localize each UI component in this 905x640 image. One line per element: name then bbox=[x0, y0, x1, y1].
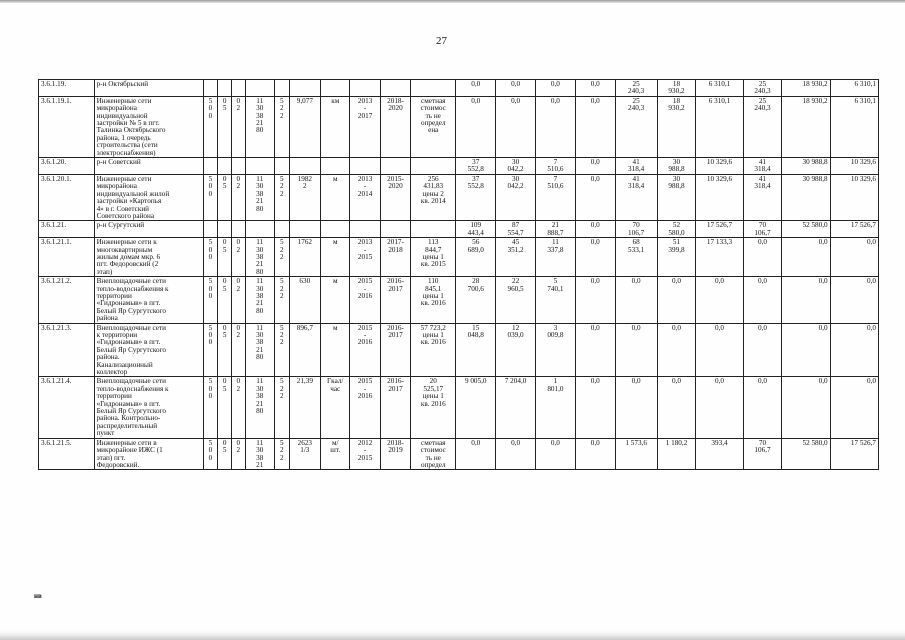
cell-total-b: 41 318,4 bbox=[615, 174, 657, 220]
cell-estimate: сметная стоимос ть не определ bbox=[411, 438, 456, 470]
cell-unit: м/ шт. bbox=[321, 438, 350, 470]
cell-fed-c: 0,0 bbox=[782, 238, 830, 277]
cell-reg-a: 0,0 bbox=[535, 438, 575, 470]
cell-total-c: 41 318,4 bbox=[743, 158, 782, 175]
cell-years-build bbox=[380, 158, 410, 175]
cell-total-b: 1 573,6 bbox=[615, 438, 657, 470]
cell-el2: 5 2 2 bbox=[274, 96, 289, 157]
cell-reg-a: 11 337,8 bbox=[535, 238, 575, 277]
cell-ms: 0 2 bbox=[231, 238, 245, 277]
cell-mun-a: 0,0 bbox=[575, 96, 615, 157]
cell-total-a: 0,0 bbox=[456, 80, 496, 97]
cell-reg-a: 7 510,6 bbox=[535, 174, 575, 220]
cell-ms: 0 2 bbox=[231, 277, 245, 323]
cell-years-build bbox=[380, 80, 410, 97]
cell-total-c: 0,0 bbox=[743, 238, 782, 277]
cell-years-design bbox=[350, 221, 380, 238]
cell-sub bbox=[218, 80, 232, 97]
cell-mun-a: 0,0 bbox=[575, 221, 615, 238]
cell-fed-c: 30 988,8 bbox=[782, 174, 830, 220]
cell-reg-a: 7 510,6 bbox=[535, 158, 575, 175]
cell-ms: 0 2 bbox=[231, 174, 245, 220]
cell-total-c: 0,0 bbox=[743, 277, 782, 323]
cell-years-design: 2013 - 2015 bbox=[350, 238, 380, 277]
cell-unit bbox=[321, 221, 350, 238]
cell-gp bbox=[203, 158, 218, 175]
cell-total-a: 56 689,0 bbox=[456, 238, 496, 277]
cell-fed-a: 22 960,5 bbox=[496, 277, 536, 323]
cell-gp bbox=[203, 221, 218, 238]
cell-reg-c: 0,0 bbox=[830, 377, 878, 438]
cell-fed-b: 18 930,2 bbox=[657, 80, 696, 97]
cell-years-build: 2018- 2020 bbox=[380, 96, 410, 157]
cell-years-build: 2016- 2017 bbox=[380, 377, 410, 438]
cell-fed-b: 0,0 bbox=[657, 277, 696, 323]
cell-code: 3.6.1.19. bbox=[39, 80, 95, 97]
cell-total-a: 9 005,0 bbox=[456, 377, 496, 438]
cell-total-b: 0,0 bbox=[615, 277, 657, 323]
cell-code: 3.6.1.19.1. bbox=[39, 96, 95, 157]
table-body bbox=[39, 80, 879, 470]
cell-reg-b: 393,4 bbox=[696, 438, 743, 470]
cell-capacity bbox=[289, 80, 320, 97]
cell-fed-c: 18 930,2 bbox=[782, 80, 830, 97]
cell-total-b: 0,0 bbox=[615, 323, 657, 377]
footer-mark: нв bbox=[34, 592, 42, 600]
cell-total-c: 70 106,7 bbox=[743, 221, 782, 238]
cell-reg-c: 0,0 bbox=[830, 238, 878, 277]
scan-bottom-edge bbox=[0, 630, 905, 640]
district-subtotal-row bbox=[39, 158, 879, 175]
cell-ms: 0 2 bbox=[231, 96, 245, 157]
cell-el1: 11 30 38 21 80 bbox=[245, 377, 274, 438]
cell-gp: 5 0 0 bbox=[203, 277, 218, 323]
cell-capacity: 21,39 bbox=[289, 377, 320, 438]
cell-years-build: 2016- 2017 bbox=[380, 277, 410, 323]
cell-sub: 0 5 bbox=[218, 238, 232, 277]
cell-desc: Внеплощадочные сети к территории «Гидронамыв» в пгт. Белый Яр Сургутского района. Канализационный коллектор bbox=[94, 323, 203, 377]
cell-code: 3.6.1.21.4. bbox=[39, 377, 95, 438]
cell-total-a: 0,0 bbox=[456, 438, 496, 470]
cell-gp: 5 0 0 bbox=[203, 174, 218, 220]
cell-fed-a: 30 042,2 bbox=[496, 158, 536, 175]
cell-el2: 5 2 2 bbox=[274, 323, 289, 377]
cell-total-b: 25 240,3 bbox=[615, 96, 657, 157]
cell-estimate bbox=[411, 221, 456, 238]
cell-ms: 0 2 bbox=[231, 438, 245, 470]
project-row bbox=[39, 438, 879, 470]
cell-reg-b: 0,0 bbox=[696, 277, 743, 323]
cell-years-build: 2015- 2020 bbox=[380, 174, 410, 220]
page-number: 27 bbox=[436, 35, 447, 47]
cell-fed-c: 18 930,2 bbox=[782, 96, 830, 157]
cell-el2: 5 2 2 bbox=[274, 377, 289, 438]
cell-el1: 11 30 38 21 bbox=[245, 438, 274, 470]
cell-unit bbox=[321, 158, 350, 175]
cell-estimate: 20 525,17 цены 1 кв. 2016 bbox=[411, 377, 456, 438]
cell-sub bbox=[218, 158, 232, 175]
cell-fed-c: 52 580,0 bbox=[782, 221, 830, 238]
cell-mun-a: 0,0 bbox=[575, 80, 615, 97]
cell-fed-a: 45 351,2 bbox=[496, 238, 536, 277]
cell-desc: р-н Советский bbox=[94, 158, 203, 175]
cell-capacity bbox=[289, 221, 320, 238]
cell-sub: 0 5 bbox=[218, 323, 232, 377]
project-row bbox=[39, 174, 879, 220]
cell-fed-b: 30 988,8 bbox=[657, 174, 696, 220]
project-row bbox=[39, 96, 879, 157]
cell-fed-a: 30 042,2 bbox=[496, 174, 536, 220]
cell-mun-a: 0,0 bbox=[575, 158, 615, 175]
project-row bbox=[39, 323, 879, 377]
cell-fed-b: 30 988,8 bbox=[657, 158, 696, 175]
cell-reg-c: 10 329,6 bbox=[830, 158, 878, 175]
cell-code: 3.6.1.21.5. bbox=[39, 438, 95, 470]
cell-capacity: 9,077 bbox=[289, 96, 320, 157]
cell-capacity: 2623 1/3 bbox=[289, 438, 320, 470]
cell-total-c: 25 240,3 bbox=[743, 96, 782, 157]
cell-fed-c: 0,0 bbox=[782, 277, 830, 323]
cell-sub: 0 5 bbox=[218, 96, 232, 157]
cell-ms bbox=[231, 158, 245, 175]
cell-capacity: 1762 bbox=[289, 238, 320, 277]
cell-mun-a: 0,0 bbox=[575, 377, 615, 438]
cell-fed-a: 7 204,0 bbox=[496, 377, 536, 438]
cell-el2 bbox=[274, 158, 289, 175]
cell-years-design: 2015 - 2016 bbox=[350, 377, 380, 438]
cell-reg-c: 17 526,7 bbox=[830, 221, 878, 238]
cell-desc: р-н Октябрьский bbox=[94, 80, 203, 97]
cell-mun-a: 0,0 bbox=[575, 174, 615, 220]
cell-desc: Инженерные сети микрорайона индивидуальной жилой застройки «Картопья 4» в г. Советский Советского района bbox=[94, 174, 203, 220]
cell-code: 3.6.1.21.3. bbox=[39, 323, 95, 377]
cell-code: 3.6.1.20. bbox=[39, 158, 95, 175]
cell-total-c: 41 318,4 bbox=[743, 174, 782, 220]
cell-total-a: 15 048,8 bbox=[456, 323, 496, 377]
cell-fed-b: 1 180,2 bbox=[657, 438, 696, 470]
cell-reg-b: 0,0 bbox=[696, 377, 743, 438]
project-row bbox=[39, 377, 879, 438]
cell-estimate bbox=[411, 158, 456, 175]
cell-reg-a: 1 801,0 bbox=[535, 377, 575, 438]
cell-sub: 0 5 bbox=[218, 377, 232, 438]
cell-fed-a: 0,0 bbox=[496, 80, 536, 97]
scan-top-edge bbox=[0, 0, 905, 3]
cell-unit: м bbox=[321, 238, 350, 277]
cell-reg-c: 0,0 bbox=[830, 277, 878, 323]
cell-total-c: 0,0 bbox=[743, 377, 782, 438]
cell-total-c: 70 106,7 bbox=[743, 438, 782, 470]
cell-reg-c: 6 310,1 bbox=[830, 96, 878, 157]
cell-fed-b: 18 930,2 bbox=[657, 96, 696, 157]
cell-unit: км bbox=[321, 96, 350, 157]
cell-years-design: 2015 - 2016 bbox=[350, 277, 380, 323]
cell-years-build: 2017- 2018 bbox=[380, 238, 410, 277]
cell-estimate: 57 723,2 цены 1 кв. 2016 bbox=[411, 323, 456, 377]
cell-code: 3.6.1.21. bbox=[39, 221, 95, 238]
cell-total-b: 0,0 bbox=[615, 377, 657, 438]
cell-estimate: 113 844,7 цены 1 кв. 2015 bbox=[411, 238, 456, 277]
cell-fed-a: 0,0 bbox=[496, 96, 536, 157]
cell-desc: р-н Сургутский bbox=[94, 221, 203, 238]
cell-el1: 11 30 38 21 80 bbox=[245, 174, 274, 220]
cell-gp: 5 0 0 bbox=[203, 238, 218, 277]
cell-total-b: 41 318,4 bbox=[615, 158, 657, 175]
cell-years-design: 2015 - 2016 bbox=[350, 323, 380, 377]
cell-gp: 5 0 0 bbox=[203, 323, 218, 377]
cell-years-build: 2018- 2019 bbox=[380, 438, 410, 470]
cell-ms: 0 2 bbox=[231, 377, 245, 438]
cell-years-design bbox=[350, 80, 380, 97]
cell-el2 bbox=[274, 221, 289, 238]
cell-fed-c: 52 580,0 bbox=[782, 438, 830, 470]
cell-reg-c: 10 329,6 bbox=[830, 174, 878, 220]
cell-code: 3.6.1.20.1. bbox=[39, 174, 95, 220]
cell-el1 bbox=[245, 158, 274, 175]
cell-reg-b: 0,0 bbox=[696, 323, 743, 377]
cell-fed-c: 30 988,8 bbox=[782, 158, 830, 175]
cell-el1 bbox=[245, 221, 274, 238]
cell-total-c: 0,0 bbox=[743, 323, 782, 377]
cell-reg-a: 21 888,7 bbox=[535, 221, 575, 238]
cell-el1: 11 30 38 21 80 bbox=[245, 323, 274, 377]
cell-mun-a: 0,0 bbox=[575, 238, 615, 277]
cell-total-a: 109 443,4 bbox=[456, 221, 496, 238]
cell-reg-b: 10 329,6 bbox=[696, 174, 743, 220]
cell-sub: 0 5 bbox=[218, 438, 232, 470]
cell-el2: 5 2 2 bbox=[274, 174, 289, 220]
cell-ms bbox=[231, 80, 245, 97]
cell-ms: 0 2 bbox=[231, 323, 245, 377]
cell-el1: 11 30 38 21 80 bbox=[245, 238, 274, 277]
cell-desc: Внеплощадочные сети тепло-водоснабжения к территории «Гидронамыв» в пгт. Белый Яр Сургутского района. Контрольно- распределительный пункт bbox=[94, 377, 203, 438]
budget-table bbox=[38, 79, 879, 470]
cell-unit: м bbox=[321, 174, 350, 220]
cell-fed-b: 0,0 bbox=[657, 323, 696, 377]
cell-reg-a: 0,0 bbox=[535, 80, 575, 97]
cell-total-c: 25 240,3 bbox=[743, 80, 782, 97]
cell-capacity bbox=[289, 158, 320, 175]
cell-years-design: 2013 - 2014 bbox=[350, 174, 380, 220]
project-row bbox=[39, 277, 879, 323]
district-subtotal-row bbox=[39, 80, 879, 97]
cell-unit: м bbox=[321, 323, 350, 377]
cell-el1 bbox=[245, 80, 274, 97]
cell-unit bbox=[321, 80, 350, 97]
cell-total-a: 37 552,8 bbox=[456, 158, 496, 175]
cell-estimate bbox=[411, 80, 456, 97]
cell-sub: 0 5 bbox=[218, 174, 232, 220]
cell-fed-b: 51 399,8 bbox=[657, 238, 696, 277]
cell-reg-b: 17 133,3 bbox=[696, 238, 743, 277]
cell-el2: 5 2 2 bbox=[274, 238, 289, 277]
cell-unit: Гкал/ час bbox=[321, 377, 350, 438]
cell-estimate: 110 845,1 цены 1 кв. 2016 bbox=[411, 277, 456, 323]
cell-fed-a: 12 039,0 bbox=[496, 323, 536, 377]
cell-gp: 5 0 0 bbox=[203, 377, 218, 438]
cell-unit: м bbox=[321, 277, 350, 323]
cell-capacity: 1982 2 bbox=[289, 174, 320, 220]
cell-el2: 5 2 2 bbox=[274, 277, 289, 323]
cell-desc: Внеплощадочные сети тепло-водоснабжения к территории «Гидронамыв» в пгт. Белый Яр Сургутского района bbox=[94, 277, 203, 323]
cell-fed-b: 52 580,0 bbox=[657, 221, 696, 238]
cell-fed-a: 87 554,7 bbox=[496, 221, 536, 238]
cell-reg-b: 6 310,1 bbox=[696, 80, 743, 97]
cell-years-design: 2013 - 2017 bbox=[350, 96, 380, 157]
cell-desc: Инженерные сети в микрорайоне ИЖС (1 этап) пгт. Федоровский. bbox=[94, 438, 203, 470]
cell-sub: 0 5 bbox=[218, 277, 232, 323]
cell-reg-b: 6 310,1 bbox=[696, 96, 743, 157]
cell-gp: 5 0 0 bbox=[203, 438, 218, 470]
cell-total-b: 70 106,7 bbox=[615, 221, 657, 238]
cell-sub bbox=[218, 221, 232, 238]
cell-years-build: 2016- 2017 bbox=[380, 323, 410, 377]
cell-years-design bbox=[350, 158, 380, 175]
cell-gp bbox=[203, 80, 218, 97]
cell-years-design: 2012 - 2015 bbox=[350, 438, 380, 470]
cell-total-a: 28 700,6 bbox=[456, 277, 496, 323]
cell-reg-a: 0,0 bbox=[535, 96, 575, 157]
cell-fed-c: 0,0 bbox=[782, 377, 830, 438]
cell-capacity: 896,7 bbox=[289, 323, 320, 377]
cell-reg-b: 10 329,6 bbox=[696, 158, 743, 175]
cell-code: 3.6.1.21.2. bbox=[39, 277, 95, 323]
cell-reg-a: 5 740,1 bbox=[535, 277, 575, 323]
cell-el2 bbox=[274, 80, 289, 97]
cell-fed-b: 0,0 bbox=[657, 377, 696, 438]
cell-el2: 5 2 2 bbox=[274, 438, 289, 470]
cell-reg-c: 6 310,1 bbox=[830, 80, 878, 97]
cell-desc: Инженерные сети к многоквартирным жилым домам мкр. 6 пгт. Федоровский (2 этап) bbox=[94, 238, 203, 277]
cell-total-b: 68 533,1 bbox=[615, 238, 657, 277]
cell-el1: 11 30 38 21 80 bbox=[245, 277, 274, 323]
cell-reg-b: 17 526,7 bbox=[696, 221, 743, 238]
cell-reg-c: 0,0 bbox=[830, 323, 878, 377]
cell-reg-c: 17 526,7 bbox=[830, 438, 878, 470]
cell-desc: Инженерные сети микрорайона индивидуальной застройки № 5 в пгт. Талинка Октябрьского района, 1 очередь строительства (сети электроснабжения) bbox=[94, 96, 203, 157]
cell-code: 3.6.1.21.1. bbox=[39, 238, 95, 277]
cell-total-a: 37 552,8 bbox=[456, 174, 496, 220]
cell-fed-a: 0,0 bbox=[496, 438, 536, 470]
district-subtotal-row bbox=[39, 221, 879, 238]
cell-mun-a: 0,0 bbox=[575, 277, 615, 323]
project-row bbox=[39, 238, 879, 277]
cell-mun-a: 0,0 bbox=[575, 323, 615, 377]
cell-years-build bbox=[380, 221, 410, 238]
cell-estimate: сметная стоимос ть не определ ена bbox=[411, 96, 456, 157]
cell-fed-c: 0,0 bbox=[782, 323, 830, 377]
cell-ms bbox=[231, 221, 245, 238]
cell-reg-a: 3 009,8 bbox=[535, 323, 575, 377]
cell-capacity: 630 bbox=[289, 277, 320, 323]
cell-estimate: 256 431,83 цены 2 кв. 2014 bbox=[411, 174, 456, 220]
cell-total-b: 25 240,3 bbox=[615, 80, 657, 97]
cell-total-a: 0,0 bbox=[456, 96, 496, 157]
cell-el1: 11 30 38 21 80 bbox=[245, 96, 274, 157]
cell-gp: 5 0 0 bbox=[203, 96, 218, 157]
cell-mun-a: 0,0 bbox=[575, 438, 615, 470]
